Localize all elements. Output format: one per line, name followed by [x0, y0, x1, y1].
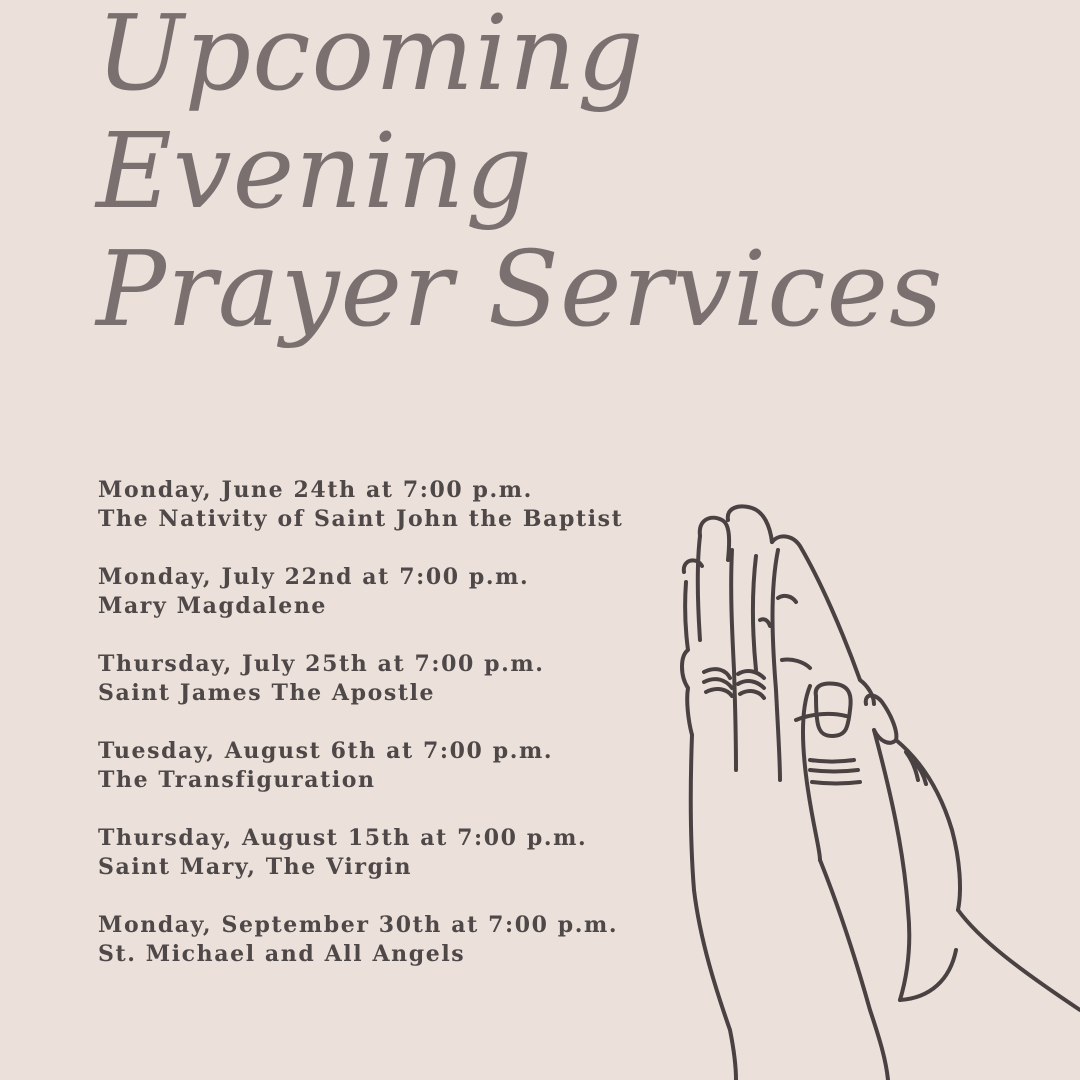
service-name: St. Michael and All Angels	[98, 941, 466, 967]
service-name: The Transfiguration	[98, 767, 376, 793]
title-line-2: Evening	[96, 110, 534, 232]
service-name: Saint James The Apostle	[98, 680, 436, 706]
service-date: Monday, September 30th at 7:00 p.m.	[98, 912, 619, 938]
service-list	[98, 476, 658, 998]
service-item	[98, 476, 658, 534]
service-date: Tuesday, August 6th at 7:00 p.m.	[98, 738, 554, 764]
service-name: Saint Mary, The Virgin	[98, 854, 413, 880]
praying-hands-icon	[660, 490, 1080, 1080]
poster-title	[96, 0, 943, 348]
service-item	[98, 650, 658, 708]
service-name: Mary Magdalene	[98, 593, 328, 619]
service-item	[98, 911, 658, 969]
title-line-1: Upcoming	[96, 0, 645, 114]
service-name: The Nativity of Saint John the Baptist	[98, 506, 624, 532]
service-item	[98, 563, 658, 621]
service-date: Monday, July 22nd at 7:00 p.m.	[98, 564, 530, 590]
service-item	[98, 737, 658, 795]
service-date: Thursday, August 15th at 7:00 p.m.	[98, 825, 588, 851]
service-date: Monday, June 24th at 7:00 p.m.	[98, 477, 533, 503]
title-line-3: Prayer Services	[96, 228, 944, 350]
service-date: Thursday, July 25th at 7:00 p.m.	[98, 651, 545, 677]
service-item	[98, 824, 658, 882]
